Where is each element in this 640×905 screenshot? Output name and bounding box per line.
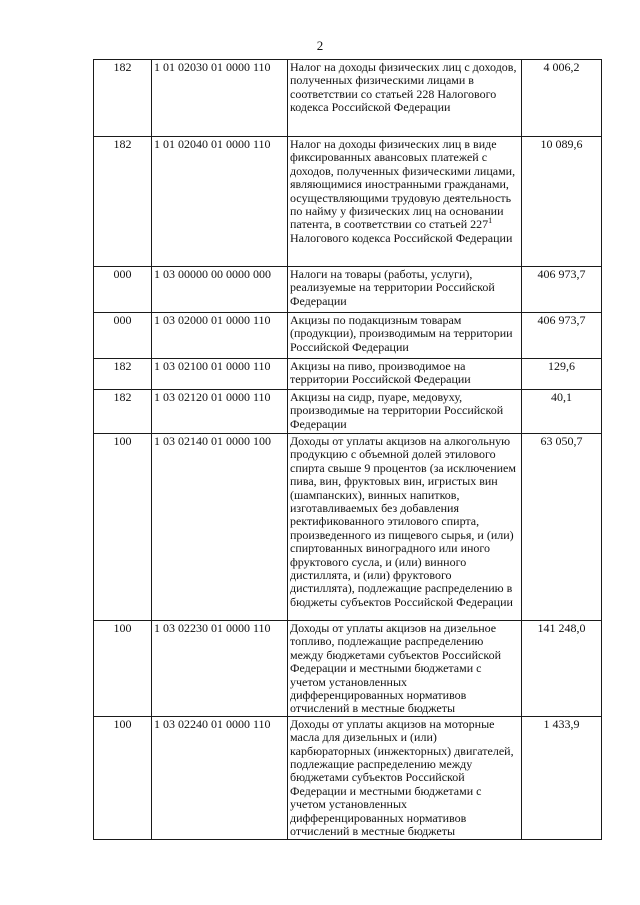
revenue-name-cell: Акцизы на пиво, производимое на территории Российской Федерации <box>288 359 522 390</box>
table-row <box>94 137 602 267</box>
table-row <box>94 313 602 359</box>
table-row <box>94 716 602 839</box>
budget-code-cell: 1 03 02000 01 0000 110 <box>152 313 288 359</box>
amount-cell: 1 433,9 <box>522 716 602 839</box>
admin-code-cell: 182 <box>94 137 152 267</box>
revenue-name-tail: Налогового кодекса Российской Федерации <box>290 230 513 245</box>
amount-cell: 40,1 <box>522 390 602 434</box>
admin-code-cell: 182 <box>94 390 152 434</box>
budget-code-cell: 1 03 02120 01 0000 110 <box>152 390 288 434</box>
amount-cell: 63 050,7 <box>522 434 602 621</box>
amount-cell: 406 973,7 <box>522 267 602 313</box>
table-row <box>94 621 602 717</box>
amount-cell: 406 973,7 <box>522 313 602 359</box>
table-row <box>94 390 602 434</box>
table-row <box>94 359 602 390</box>
admin-code-cell: 100 <box>94 434 152 621</box>
admin-code-cell: 100 <box>94 621 152 717</box>
admin-code-cell: 182 <box>94 359 152 390</box>
budget-code-cell: 1 01 02030 01 0000 110 <box>152 60 288 137</box>
amount-cell: 4 006,2 <box>522 60 602 137</box>
admin-code-cell: 182 <box>94 60 152 137</box>
revenue-name-cell <box>288 137 522 267</box>
admin-code-cell: 100 <box>94 716 152 839</box>
budget-code-cell: 1 03 02240 01 0000 110 <box>152 716 288 839</box>
revenue-table <box>93 59 602 840</box>
table-row <box>94 434 602 621</box>
revenue-name-cell: Доходы от уплаты акцизов на дизельное топливо, подлежащие распределению между бюджетами субъектов Российской Федерации и местными бюджетами с учетом установленных дифференцированных нормативов отчислений в местные бюджеты <box>288 621 522 717</box>
revenue-name-cell: Доходы от уплаты акцизов на моторные масла для дизельных и (или) карбюраторных (инжекторных) двигателей, подлежащие распределению между бюджетами субъектов Российской Федерации и местными бюджетами с учетом установленных дифференцированных нормативов отчислений в местные бюджеты <box>288 716 522 839</box>
amount-cell: 129,6 <box>522 359 602 390</box>
revenue-name-cell: Налоги на товары (работы, услуги), реализуемые на территории Российской Федерации <box>288 267 522 313</box>
budget-code-cell: 1 03 00000 00 0000 000 <box>152 267 288 313</box>
budget-code-cell: 1 03 02230 01 0000 110 <box>152 621 288 717</box>
revenue-name-text: Налог на доходы физических лиц в виде фиксированных авансовых платежей с доходов, полученных физическими лицами, являющимися иностранными гражданами, осуществляющими трудовую деятельность по найму у физических лиц на основании патента, в соответствии со статьей 227 <box>290 137 516 232</box>
table-row <box>94 267 602 313</box>
table-row <box>94 60 602 137</box>
amount-cell: 10 089,6 <box>522 137 602 267</box>
revenue-name-cell: Налог на доходы физических лиц с доходов, полученных физическими лицами в соответствии со статьей 228 Налогового кодекса Российской Федерации <box>288 60 522 137</box>
admin-code-cell: 000 <box>94 313 152 359</box>
revenue-name-cell: Акцизы по подакцизным товарам (продукции), производимым на территории Российской Федерации <box>288 313 522 359</box>
budget-code-cell: 1 01 02040 01 0000 110 <box>152 137 288 267</box>
revenue-name-cell: Акцизы на сидр, пуаре, медовуху, производимые на территории Российской Федерации <box>288 390 522 434</box>
admin-code-cell: 000 <box>94 267 152 313</box>
revenue-name-cell: Доходы от уплаты акцизов на алкогольную продукцию с объемной долей этилового спирта свыше 9 процентов (за исключением пива, вин, фруктовых вин, игристых вин (шампанских), винных напитков, изготавливаемых без добавления ректификованного этилового спирта, произведенного из пищевого сырья, и (или) спиртованных виноградного или иного фруктового сусла, и (или) винного дистиллята, и (или) фруктового дистиллята), подлежащие распределению в бюджеты субъектов Российской Федерации <box>288 434 522 621</box>
amount-cell: 141 248,0 <box>522 621 602 717</box>
article-superscript: 1 <box>488 216 493 226</box>
budget-code-cell: 1 03 02140 01 0000 100 <box>152 434 288 621</box>
budget-code-cell: 1 03 02100 01 0000 110 <box>152 359 288 390</box>
page-number: 2 <box>316 38 324 53</box>
